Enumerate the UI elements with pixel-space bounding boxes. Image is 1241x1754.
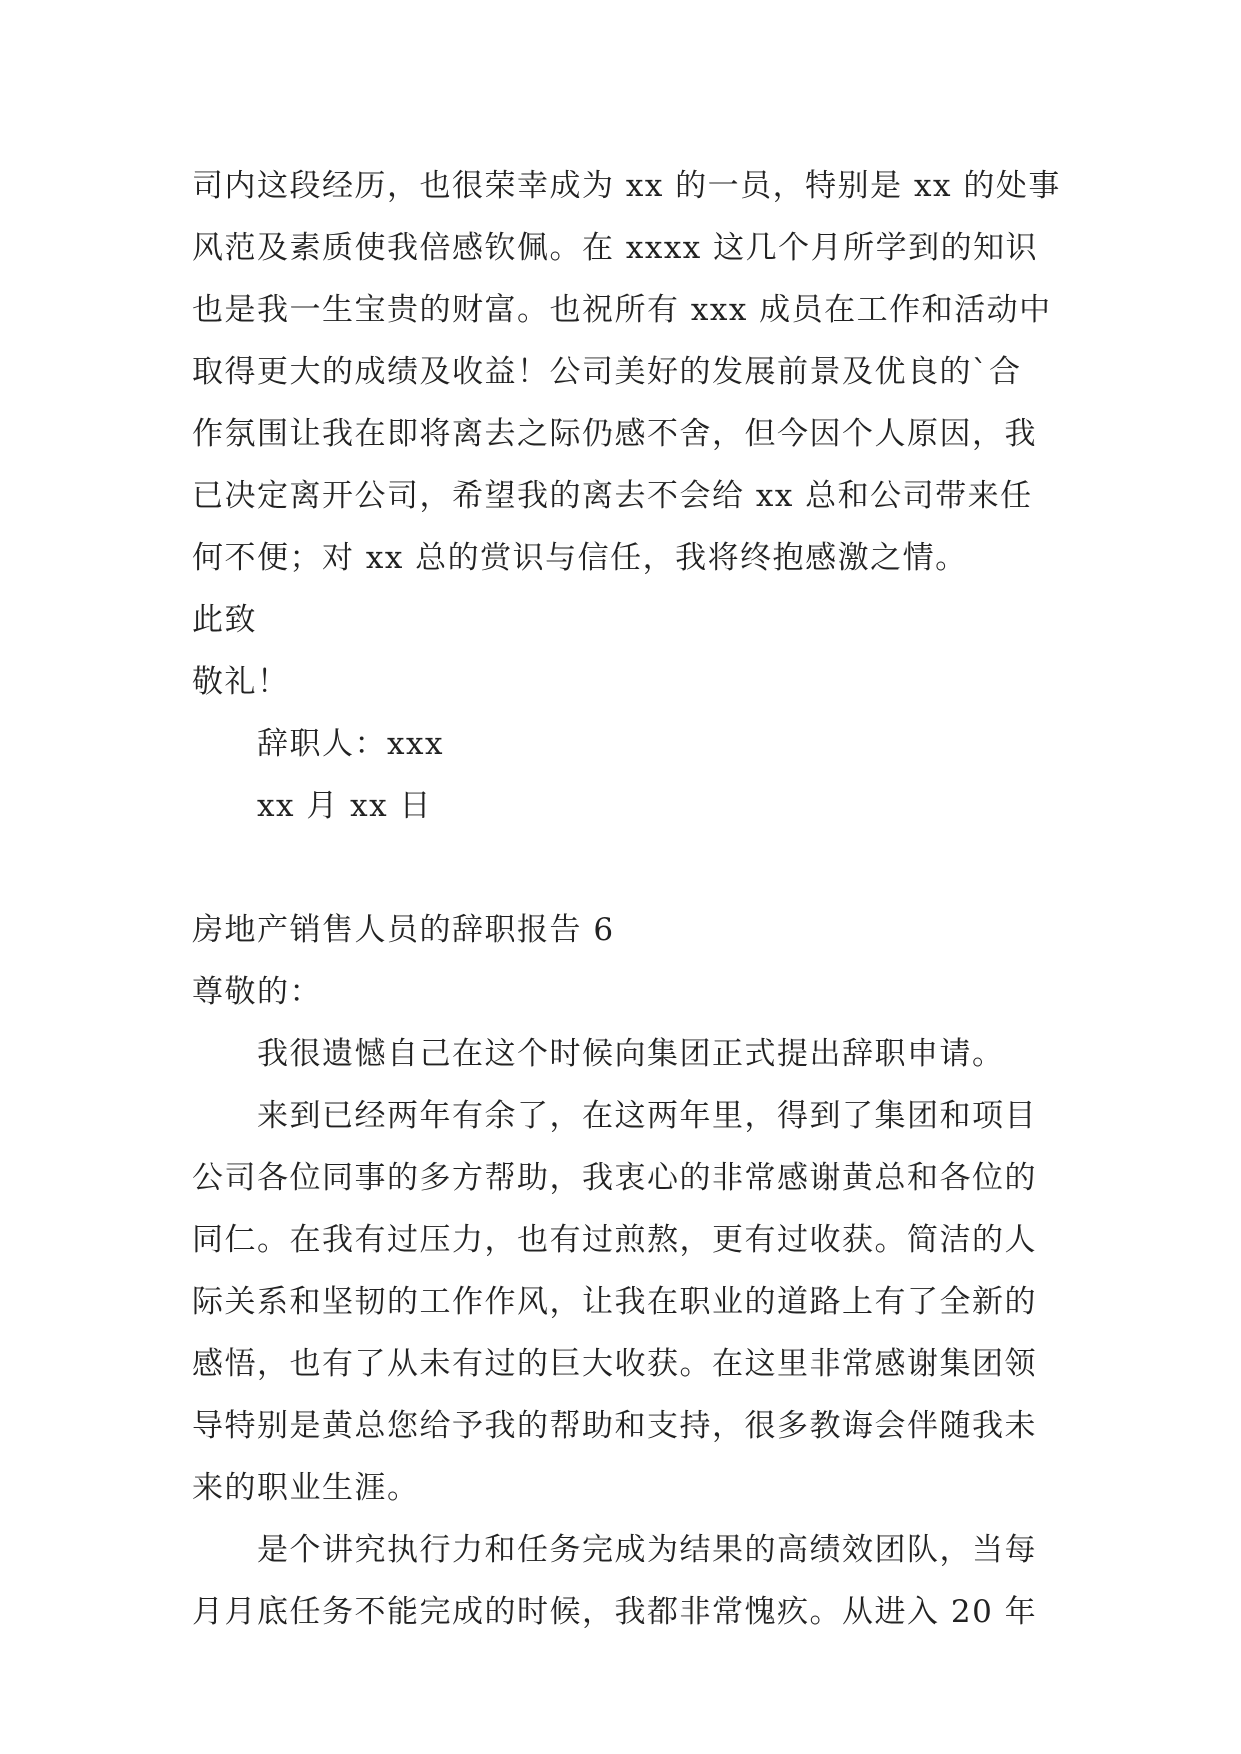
paragraph-line: 来的职业生涯。 [192,1470,420,1506]
paragraph-line: 我很遗憾自己在这个时候向集团正式提出辞职申请。 [257,1036,1005,1072]
paragraph-line: 公司各位同事的多方帮助，我衷心的非常感谢黄总和各位的 [192,1160,1037,1196]
paragraph-line: 是个讲究执行力和任务完成为结果的高绩效团队，当每 [257,1532,1037,1568]
paragraph-line: 同仁。在我有过压力，也有过煎熬，更有过收获。简洁的人 [192,1222,1037,1258]
paragraph-line: 司内这段经历，也很荣幸成为 xx 的一员，特别是 xx 的处事 [192,168,1061,204]
paragraph-line: 取得更大的成绩及收益！公司美好的发展前景及优良的`合 [192,354,1022,390]
document-body [192,155,1061,1643]
paragraph-line: 际关系和坚韧的工作作风，让我在职业的道路上有了全新的 [192,1284,1037,1320]
paragraph-line: 已决定离开公司，希望我的离去不会给 xx 总和公司带来任 [192,478,1033,514]
closing-regards: 敬礼！ [192,664,290,700]
paragraph-line: 也是我一生宝贵的财富。也祝所有 xxx 成员在工作和活动中 [192,292,1052,328]
section-title: 房地产销售人员的辞职报告 6 [192,912,615,948]
paragraph-line: 风范及素质使我倍感钦佩。在 xxxx 这几个月所学到的知识 [192,230,1039,266]
closing-line: 此致 [192,602,257,638]
blank-gap [192,837,1052,899]
paragraph-line: 何不便；对 xx 总的赏识与信任，我将终抱感激之情。 [192,540,968,576]
paragraph-line: 来到已经两年有余了，在这两年里，得到了集团和项目 [257,1098,1037,1134]
signature-date: xx 月 xx 日 [257,788,432,824]
paragraph-line: 作氛围让我在即将离去之际仍感不舍，但今因个人原因，我 [192,416,1037,452]
paragraph-line: 导特别是黄总您给予我的帮助和支持，很多教诲会伴随我未 [192,1408,1037,1444]
paragraph-line: 月月底任务不能完成的时候，我都非常愧疚。从进入 20 年 [192,1594,1038,1630]
signer: 辞职人：xxx [257,726,444,762]
paragraph-line: 感悟，也有了从未有过的巨大收获。在这里非常感谢集团领 [192,1346,1037,1382]
salutation: 尊敬的： [192,974,322,1010]
